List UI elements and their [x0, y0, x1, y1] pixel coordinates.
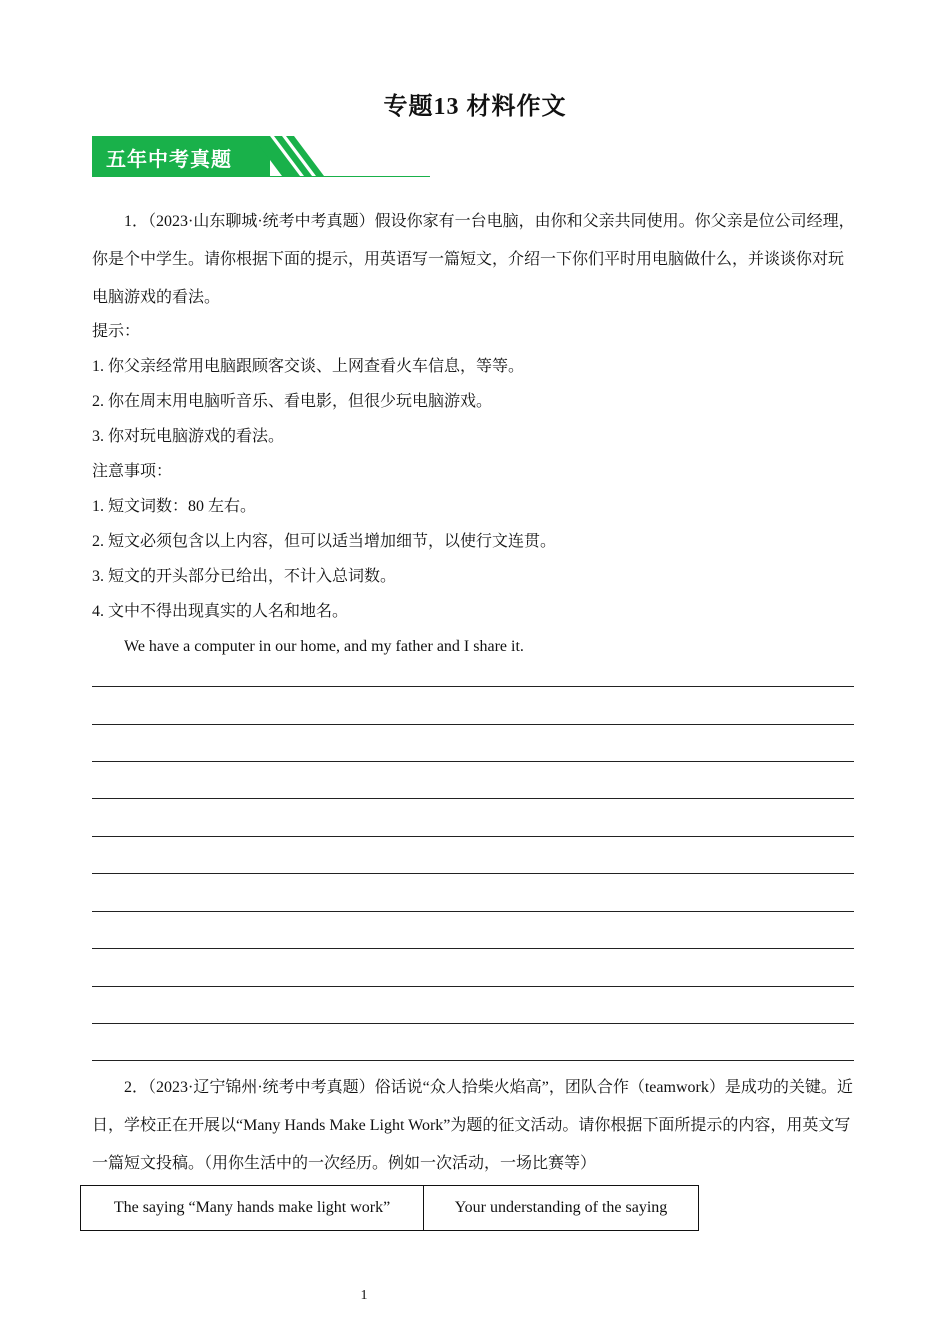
answer-line[interactable]: [92, 798, 854, 799]
table-cell: Your understanding of the saying: [424, 1186, 699, 1231]
tip-item: 1. 你父亲经常用电脑跟顾客交谈、上网查看火车信息，等等。: [92, 358, 525, 375]
note-item: 1. 短文词数：80 左右。: [92, 498, 257, 515]
note-item: 2. 短文必须包含以上内容，但可以适当增加细节，以使行文连贯。: [92, 533, 557, 550]
answer-line[interactable]: [92, 1023, 854, 1024]
question-2-intro: 2．（2023·辽宁锦州·统考中考真题）俗话说“众人拾柴火焰高”，团队合作（teamwork）是成功的关键。近日，学校正在开展以“Many Hands Make Light Work”为题的征文活动。请你根据下面所提示的内容，用英文写一篇短文投稿。（用你生活中的一次经历。例如一次活动，一场比赛等）: [92, 1079, 853, 1172]
page-title: 专题13 材料作文: [383, 94, 567, 120]
page-number: 1: [360, 1288, 368, 1303]
notes-label: 注意事项：: [92, 463, 173, 480]
note-item: 3. 短文的开头部分已给出，不计入总词数。: [92, 568, 397, 585]
answer-line[interactable]: [92, 686, 854, 687]
question-1-intro: 1．（2023·山东聊城·统考中考真题）假设你家有一台电脑，由你和父亲共同使用。你父亲是位公司经理，你是个中学生。请你根据下面的提示，用英语写一篇短文，介绍一下你们平时用电脑做什么，并谈谈你对玩电脑游戏的看法。: [92, 213, 855, 306]
table-cell: The saying “Many hands make light work”: [81, 1186, 424, 1231]
banner-stripes-icon: [252, 134, 402, 178]
section-banner: [92, 134, 430, 178]
prompt-table: [80, 1185, 699, 1231]
tips-label: 提示：: [92, 323, 141, 340]
banner-label: 五年中考真题: [106, 147, 232, 171]
answer-line[interactable]: [92, 948, 854, 949]
answer-line[interactable]: [92, 836, 854, 837]
essay-opening: We have a computer in our home, and my father and I share it.: [124, 638, 524, 655]
answer-line[interactable]: [92, 761, 854, 762]
banner-underline: [92, 176, 430, 177]
answer-line[interactable]: [92, 911, 854, 912]
answer-line[interactable]: [92, 873, 854, 874]
note-item: 4. 文中不得出现真实的人名和地名。: [92, 603, 349, 620]
tip-item: 2. 你在周末用电脑听音乐、看电影，但很少玩电脑游戏。: [92, 393, 493, 410]
answer-line[interactable]: [92, 986, 854, 987]
answer-line[interactable]: [92, 1060, 854, 1061]
table-row: [81, 1186, 699, 1231]
tip-item: 3. 你对玩电脑游戏的看法。: [92, 428, 285, 445]
answer-line[interactable]: [92, 724, 854, 725]
